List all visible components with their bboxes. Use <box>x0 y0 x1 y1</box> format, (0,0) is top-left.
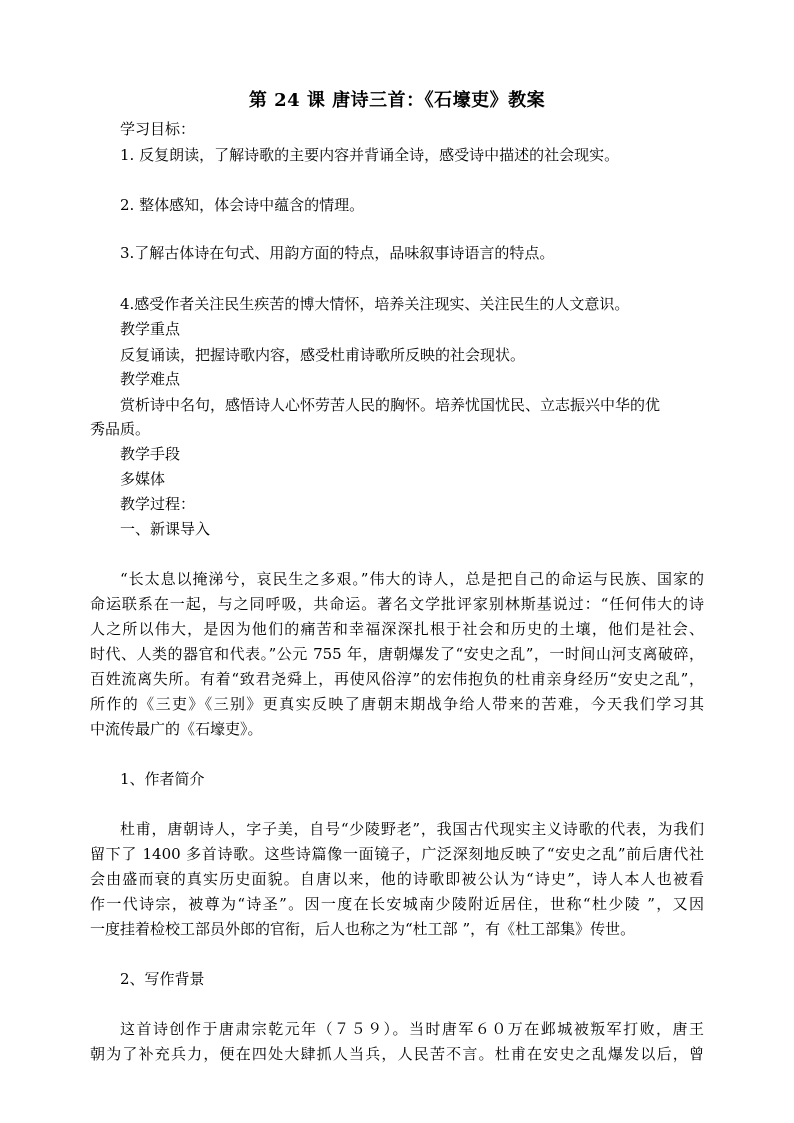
difficulties-text-line-1: 赏析诗中名句，感悟诗人心怀劳苦人民的胸怀。培养忧国忧民、立志振兴中华的优 <box>120 396 661 414</box>
intro-paragraph-line-3: 人之所以伟大，是因为他们的痛苦和幸福深深扎根于社会和历史的土壤，他们是社会、 <box>90 620 704 638</box>
heading-teaching-means: 教学手段 <box>120 445 181 463</box>
author-paragraph-line-2: 留下了 1400 多首诗歌。这些诗篇像一面镜子，广泛深刻地反映了“安史之乱”前后唐代社 <box>90 845 704 863</box>
author-paragraph-line-3: 会由盛而衰的真实历史面貌。自唐以来，他的诗歌即被公认为“诗史”，诗人本人也被看 <box>90 870 704 888</box>
section-new-lesson-intro: 一、新课导入 <box>120 520 211 538</box>
background-paragraph-line-2: 朝为了补充兵力，便在四处大肆抓人当兵，人民苦不言。杜甫在安史之乱爆发以后，曾 <box>90 1045 704 1063</box>
author-paragraph-line-1: 杜甫，唐朝诗人，字子美，自号“少陵野老”，我国古代现实主义诗歌的代表，为我们 <box>120 820 704 838</box>
goal-2: 2. 整体感知，体会诗中蕴含的情理。 <box>120 196 365 214</box>
section-author-intro: 1、作者简介 <box>120 770 205 788</box>
intro-paragraph-line-5: 百姓流离失所。有着“致君尧舜上，再使风俗淳”的宏伟抱负的杜甫亲身经历“安史之乱”， <box>90 670 704 688</box>
goal-4: 4.感受作者关注民生疾苦的博大情怀，培养关注现实、关注民生的人文意识。 <box>120 295 630 313</box>
page-title: 第 24 课 唐诗三首：《石壕吏》教案 <box>248 90 546 111</box>
heading-key-points: 教学重点 <box>120 320 181 338</box>
teaching-means-text: 多媒体 <box>120 470 166 488</box>
section-writing-background: 2、写作背景 <box>120 970 205 988</box>
author-paragraph-line-5: 一度挂着检校工部员外郎的官衔，后人也称之为“杜工部 ”，有《杜工部集》传世。 <box>90 920 636 938</box>
intro-paragraph-line-6: 所作的《三吏》《三别》更真实反映了唐朝末期战争给人带来的苦难，今天我们学习其 <box>90 695 704 713</box>
heading-learning-goals: 学习目标： <box>120 120 196 138</box>
goal-3: 3.了解古体诗在句式、用韵方面的特点，品味叙事诗语言的特点。 <box>120 244 555 262</box>
heading-difficulties: 教学难点 <box>120 370 181 388</box>
author-paragraph-line-4: 作一代诗宗，被尊为“诗圣”。因一度在长安城南少陵附近居住，世称“杜少陵 ”，又因 <box>90 895 704 913</box>
intro-paragraph-line-4: 时代、人类的器官和代表。”公元 755 年，唐朝爆发了“安史之乱”，一时间山河支离破碎， <box>90 645 704 663</box>
heading-teaching-process: 教学过程： <box>120 495 196 513</box>
intro-paragraph-line-7: 中流传最广的《石壕吏》。 <box>90 720 263 738</box>
intro-paragraph-line-1: “长太息以掩涕兮，哀民生之多艰。”伟大的诗人，总是把自己的命运与民族、国家的 <box>120 570 704 588</box>
intro-paragraph-line-2: 命运联系在一起，与之同呼吸，共命运。著名文学批评家别林斯基说过：“任何伟大的诗 <box>90 595 704 613</box>
key-points-text: 反复诵读，把握诗歌内容，感受杜甫诗歌所反映的社会现状。 <box>120 346 526 364</box>
goal-1: 1. 反复朗读，了解诗歌的主要内容并背诵全诗，感受诗中描述的社会现实。 <box>120 146 620 164</box>
difficulties-text-line-2: 秀品质。 <box>90 420 151 438</box>
background-paragraph-line-1: 这首诗创作于唐肃宗乾元年（７５９）。当时唐军６０万在邺城被叛军打败，唐王 <box>120 1020 704 1038</box>
